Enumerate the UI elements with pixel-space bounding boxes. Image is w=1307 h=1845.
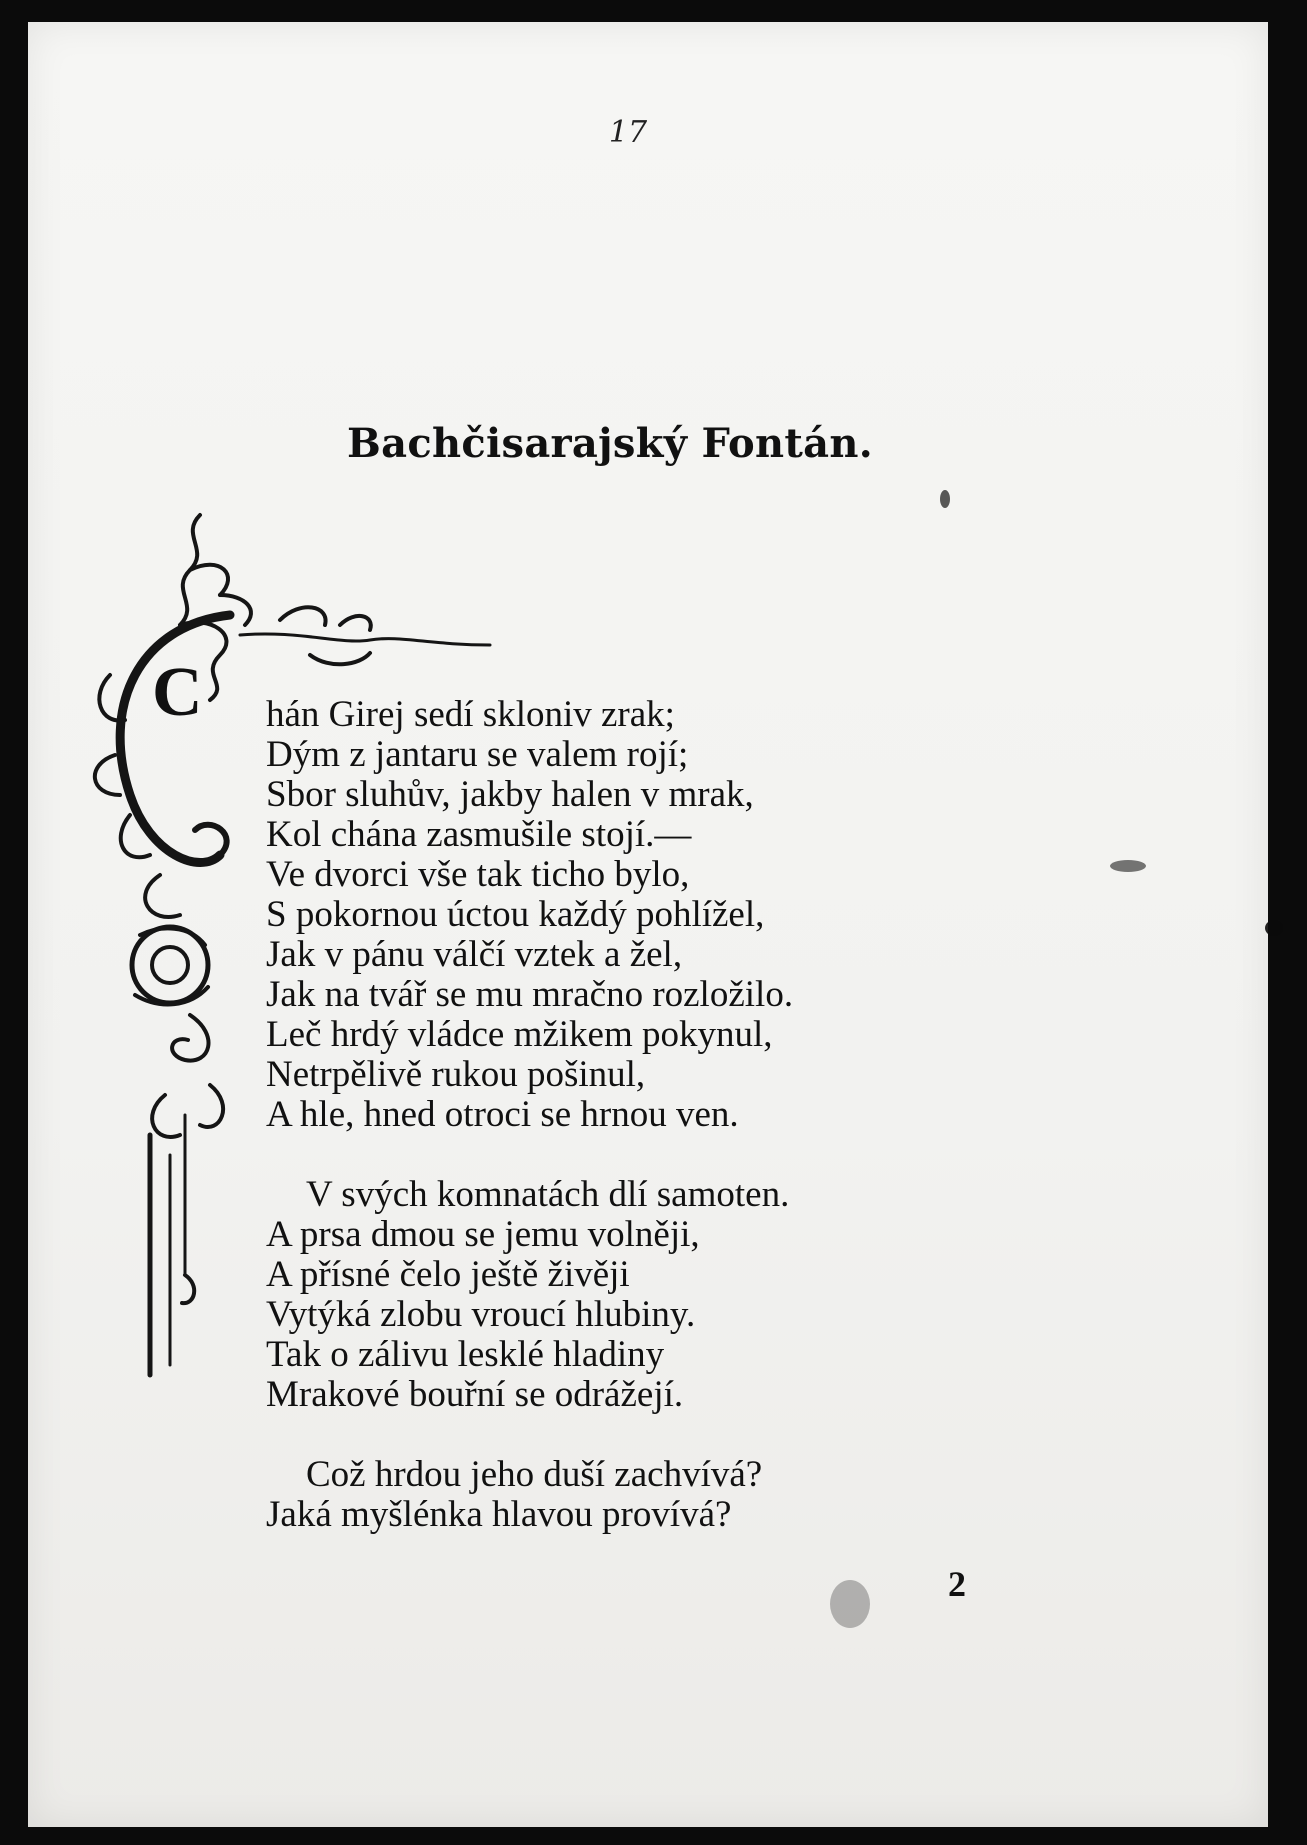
poem-line: A hle, hned otroci se hrnou ven. — [266, 1094, 739, 1135]
ink-stain — [1265, 920, 1283, 936]
poem-title: Bachčisarajský Fontán. — [347, 420, 873, 467]
poem-line: A prsa dmou se jemu volněji, — [266, 1214, 700, 1255]
poem-line: hán Girej sedí skloniv zrak; — [266, 694, 675, 735]
poem-line: Netrpělivě rukou pošinul, — [266, 1054, 646, 1095]
poem-line: Jak na tvář se mu mračno rozložilo. — [266, 974, 794, 1015]
poem-line: Což hrdou jeho duší zachvívá? — [306, 1454, 763, 1495]
poem-line: S pokornou úctou každý pohlížel, — [266, 894, 765, 935]
stanza — [266, 1175, 1026, 1415]
stanza-gap — [266, 1415, 1026, 1455]
stanza — [266, 695, 1026, 1135]
poem-line: Jaká myšlénka hlavou provívá? — [266, 1494, 732, 1535]
initial-letter: C — [152, 654, 203, 731]
signature-mark: 2 — [948, 1564, 966, 1604]
poem-line: Leč hrdý vládce mžikem pokynul, — [266, 1014, 773, 1055]
poem-line: Mrakové bouřní se odrážejí. — [266, 1374, 684, 1415]
stanza-gap — [266, 1135, 1026, 1175]
poem-line: Sbor sluhův, jakby halen v mrak, — [266, 774, 754, 815]
poem-line: Ve dvorci vše tak ticho bylo, — [266, 854, 690, 895]
stanza — [266, 1455, 1026, 1535]
page-number: 17 — [608, 115, 648, 150]
poem-line: V svých komnatách dlí samoten. — [306, 1174, 790, 1215]
poem-body — [266, 695, 1026, 1535]
poem-line: Kol chána zasmušile stojí.— — [266, 814, 692, 855]
poem-line: Dým z jantaru se valem rojí; — [266, 734, 689, 775]
poem-line: Vytýká zlobu vroucí hlubiny. — [266, 1294, 696, 1335]
ink-stain — [830, 1580, 870, 1628]
poem-line: Jak v pánu válčí vztek a žel, — [266, 934, 683, 975]
ink-stain — [1110, 860, 1146, 872]
poem-line: A přísné čelo ještě živěji — [266, 1254, 630, 1295]
poem-line: Tak o zálivu lesklé hladiny — [266, 1334, 665, 1375]
ink-stain — [940, 490, 950, 508]
